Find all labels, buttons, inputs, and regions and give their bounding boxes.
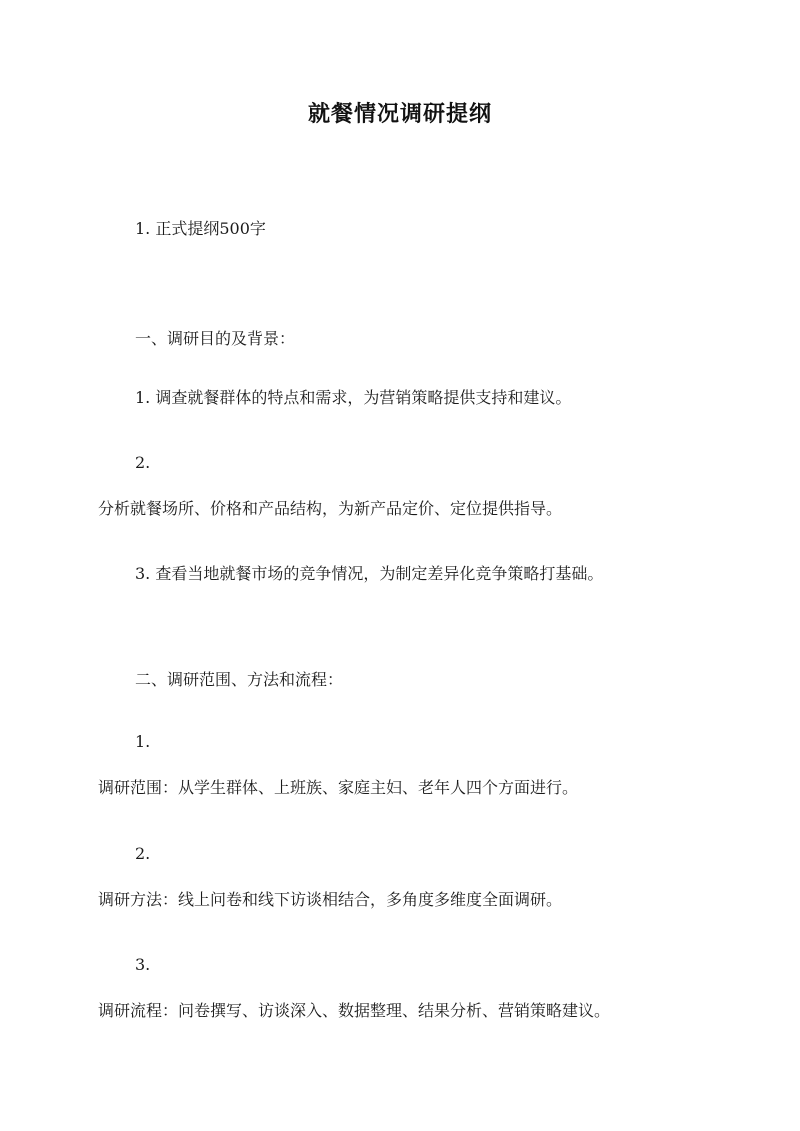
document-title: 就餐情况调研提纲 [307, 101, 492, 127]
section1-item2-text: 分析就餐场所、价格和产品结构，为新产品定价、定位提供指导。 [98, 499, 563, 518]
section2-item2-number: 2. [135, 844, 151, 863]
section2-item3-text: 调研流程：问卷撰写、访谈深入、数据整理、结果分析、营销策略建议。 [98, 1001, 611, 1020]
section2-item1-text: 调研范围：从学生群体、上班族、家庭主妇、老年人四个方面进行。 [98, 778, 579, 797]
section1-item3: 3. 查看当地就餐市场的竞争情况，为制定差异化竞争策略打基础。 [135, 564, 604, 583]
section1-item2-number: 2. [135, 453, 151, 472]
section1-item1: 1. 调查就餐群体的特点和需求，为营销策略提供支持和建议。 [135, 388, 572, 407]
section2-item2-text: 调研方法：线上问卷和线下访谈相结合，多角度多维度全面调研。 [98, 890, 563, 909]
section2-item3-number: 3. [135, 955, 151, 974]
section1-heading: 一、调研目的及背景： [135, 329, 296, 348]
intro-line: 1. 正式提纲500字 [135, 219, 266, 238]
section2-item1-number: 1. [135, 732, 151, 751]
section2-heading: 二、调研范围、方法和流程： [135, 670, 344, 689]
